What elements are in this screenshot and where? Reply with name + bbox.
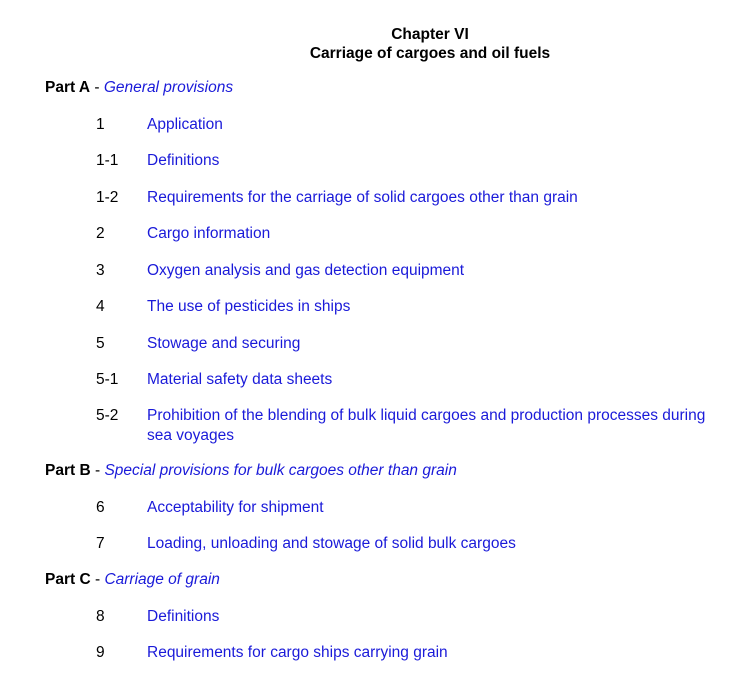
rule-link[interactable]: Definitions	[147, 152, 220, 169]
rule-number: 5-2	[96, 407, 119, 424]
rule-number: 1	[96, 116, 105, 133]
part-title-link[interactable]: Special provisions for bulk cargoes other than grain	[104, 462, 457, 479]
chapter-number: Chapter VI	[391, 26, 469, 43]
rule-link[interactable]: The use of pesticides in ships	[147, 298, 351, 315]
chapter-header	[0, 25, 745, 63]
rule-number: 1-1	[96, 152, 119, 169]
rule-link[interactable]: Requirements for the carriage of solid cargoes other than grain	[147, 189, 578, 206]
rule-link[interactable]: Oxygen analysis and gas detection equipment	[147, 262, 465, 279]
rule-number: 4	[96, 298, 105, 315]
rule-link[interactable]: Requirements for cargo ships carrying grain	[147, 644, 448, 661]
rule-number: 5	[96, 335, 105, 352]
rule-number: 2	[96, 225, 105, 242]
part-a-heading	[45, 78, 233, 98]
part-label: Part C	[45, 571, 91, 588]
part-label: Part B	[45, 462, 91, 479]
part-b-heading	[45, 461, 457, 481]
rule-number: 5-1	[96, 371, 119, 388]
rule-link[interactable]: Definitions	[147, 608, 220, 625]
part-title-link[interactable]: Carriage of grain	[104, 571, 220, 588]
part-c-heading	[45, 570, 220, 590]
rule-number: 8	[96, 608, 105, 625]
part-separator: -	[90, 79, 104, 96]
rule-link[interactable]: Cargo information	[147, 225, 271, 242]
part-label: Part A	[45, 79, 91, 96]
rule-link[interactable]: Stowage and securing	[147, 335, 301, 352]
rule-number: 1-2	[96, 189, 119, 206]
rule-number: 7	[96, 535, 105, 552]
part-separator: -	[90, 571, 105, 588]
rule-link[interactable]: Material safety data sheets	[147, 371, 333, 388]
part-separator: -	[90, 462, 105, 479]
part-title-link[interactable]: General provisions	[103, 79, 234, 96]
chapter-title: Carriage of cargoes and oil fuels	[309, 45, 551, 62]
rule-link[interactable]: Application	[147, 116, 223, 133]
rule-number: 3	[96, 262, 105, 279]
rule-link[interactable]: Loading, unloading and stowage of solid bulk cargoes	[147, 535, 516, 552]
rule-link[interactable]: Prohibition of the blending of bulk liquid cargoes and production processes during sea voyages	[147, 407, 706, 444]
rule-number: 9	[96, 644, 105, 661]
rule-number: 6	[96, 499, 105, 516]
rule-link[interactable]: Acceptability for shipment	[147, 499, 324, 516]
